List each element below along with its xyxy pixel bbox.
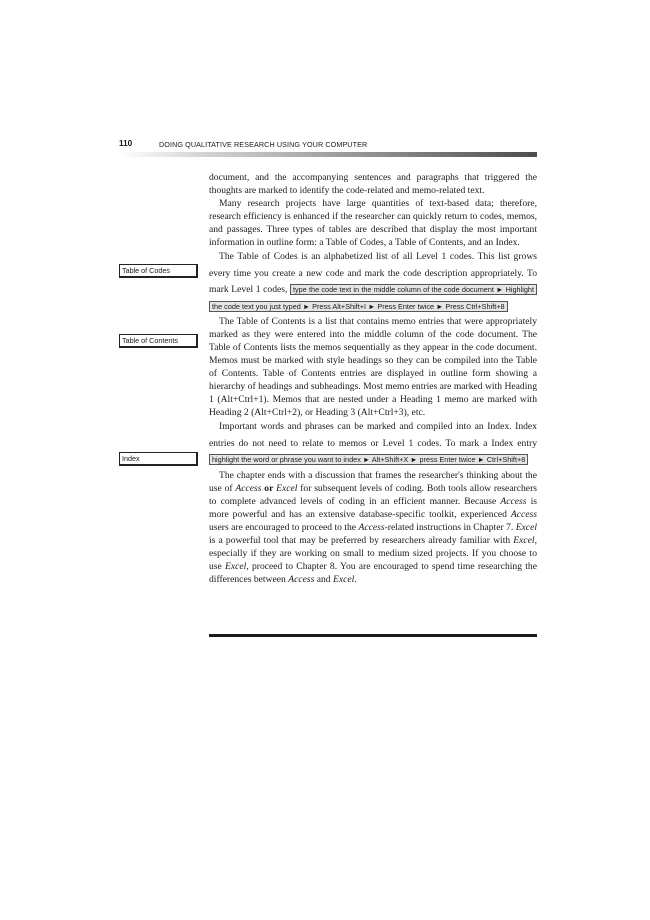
p6-access-5: Access (288, 573, 315, 585)
p6-text-d: users are encouraged to proceed to the (209, 521, 359, 533)
p6-excel-4: Excel (225, 560, 247, 572)
body-text (209, 171, 537, 586)
p6-excel-2: Excel (515, 521, 537, 533)
p6-and: and (314, 573, 333, 585)
p6-text-h: , proceed to Chapter 8. You are encouraged to spend time researching the differences between (209, 560, 537, 585)
level1-code-instruction-box: type the code text in the middle column of the code document ► Highlight the code text you just typed ► Press Alt+Shift+I ► Press Enter twice ► Press Ctrl+Shift+8 (209, 284, 537, 311)
paragraph-chapter-ending (209, 469, 537, 586)
p6-access-2: Access (500, 495, 527, 507)
p6-text-f: is a powerful tool that may be preferred by researchers already familiar with (209, 534, 514, 546)
margin-label-index: Index (119, 452, 198, 466)
p6-access-3: Access (510, 508, 537, 520)
p6-end: . (354, 573, 357, 585)
p6-text-b: for subsequent levels of coding. Both tools allow researchers to complete advanced levels of coding in an efficient manner. Because (209, 482, 537, 507)
paragraph-2: Many research projects have large quantities of text-based data; therefore, research efficiency is enhanced if the researcher can quickly return to codes, memos, and passages. Three types of tables are described that display the most important information in outline form: a Table of Codes, a Table of Contents, and an Index. (209, 198, 537, 249)
p6-text-g: , especially if they are working on small to medium sized projects. If you choose to use (209, 534, 537, 572)
paragraph-1: document, and the accompanying sentences and paragraphs that triggered the thoughts are marked to identify the code-related and memo-related text. (209, 172, 537, 197)
p6-text-e: -related instructions in Chapter 7. (384, 521, 516, 533)
p6-excel-5: Excel (332, 573, 355, 585)
section-end-rule (209, 634, 537, 637)
paragraph-table-of-codes (209, 249, 537, 315)
p6-excel-3: Excel (513, 534, 535, 546)
paragraph-table-of-contents: The Table of Contents is a list that contains memo entries that were appropriately marked as they were entered into the middle column of the code document. The Table of Contents lists the memos sequentially as they appear in the code document. Memos must be marked with style headings so they can be compiled into the Table of Contents. Table of Contents entries are displayed in outline form showing a hierarchy of headings and subheadings. Most memo entries are marked with Heading 1 (Alt+Ctrl+1). Memos that are nested under a Heading 1 memo are marked with Heading 2 (Alt+Ctrl+2), or Heading 3 (Alt+Ctrl+3), etc. (209, 315, 537, 419)
header-gradient-rule (119, 152, 537, 157)
p6-access-4: Access (358, 521, 385, 533)
p6-excel-1: Excel (276, 482, 298, 494)
margin-label-table-of-codes: Table of Codes (119, 264, 198, 278)
paragraph-3-text: The Table of Codes is an alphabetized list of all Level 1 codes. This list grows every time you create a new code and mark the code description appropriately. To mark Level 1 codes, (209, 251, 537, 296)
paragraph-5-text: Important words and phrases can be marked and compiled into an Index. Index entries do not need to relate to memos or Level 1 codes. To mark a Index entry (209, 421, 537, 449)
p6-or: or (264, 482, 274, 494)
p6-access-1: Access (235, 482, 262, 494)
page-number: 110 (119, 139, 133, 148)
p6-text-c: is more powerful and has an extensive database-specific toolkit, experienced (209, 495, 537, 520)
margin-label-table-of-contents: Table of Contents (119, 334, 198, 348)
page-header (119, 139, 537, 152)
index-entry-instruction-box: highlight the word or phrase you want to index ► Alt+Shift+X ► press Enter twice ► Ctrl+Shift+8 (209, 454, 528, 465)
running-title: DOING QUALITATIVE RESEARCH USING YOUR COMPUTER (159, 140, 368, 149)
paragraph-index (209, 419, 537, 468)
p6-text-a: The chapter ends with a discussion that frames the researcher's thinking about the use of (209, 469, 537, 494)
